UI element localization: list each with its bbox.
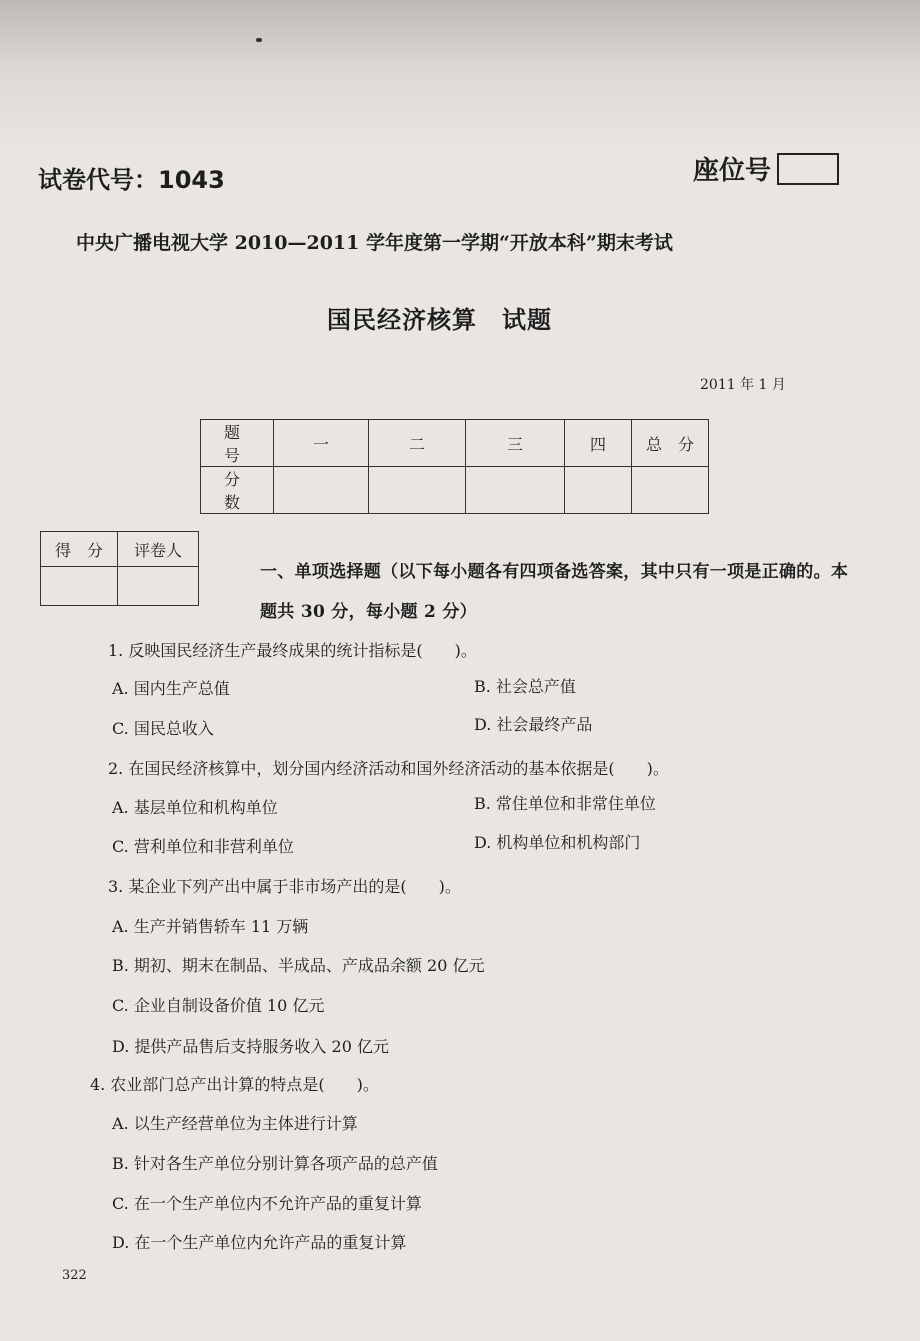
question-option: D. 社会最终产品 [474,715,593,734]
question-option: A. 国内生产总值 [112,679,230,698]
grader-score-cell[interactable] [41,567,118,606]
question-option: C. 国民总收入 [112,719,214,738]
score-table [200,419,709,514]
question-option: B. 期初、期末在制品、半成品、产成品余额 20 亿元 [112,956,485,975]
grader-name-cell[interactable] [118,567,199,606]
score-table-cell: 分 数 [201,467,274,514]
exam-code: 试卷代号：1043 [38,166,225,194]
question-stem: 3. 某企业下列产出中属于非市场产出的是( )。 [108,877,461,896]
question-option: A. 基层单位和机构单位 [112,798,278,817]
question-stem: 4. 农业部门总产出计算的特点是( )。 [90,1075,379,1094]
question-option: D. 机构单位和机构部门 [474,833,641,852]
score-cell-1[interactable] [274,467,369,514]
score-table-cell: 二 [369,420,466,467]
seat-number-box [777,153,839,185]
question-option: C. 企业自制设备价值 10 亿元 [112,996,325,1015]
grader-score-label: 得 分 [41,532,118,567]
score-cell-2[interactable] [369,467,466,514]
question-stem: 2. 在国民经济核算中，划分国内经济活动和国外经济活动的基本依据是( )。 [108,759,669,778]
question-option: A. 生产并销售轿车 11 万辆 [112,917,309,936]
exam-title: 国民经济核算 试题 [327,305,552,334]
score-table-header-row [201,420,709,467]
score-table-cell: 四 [565,420,632,467]
score-table-cell: 一 [274,420,369,467]
question-option: B. 针对各生产单位分别计算各项产品的总产值 [112,1154,438,1173]
question-option: C. 在一个生产单位内不允许产品的重复计算 [112,1194,422,1213]
grader-table-entry-row [41,567,199,606]
seat-number [693,150,839,187]
page-number: 322 [62,1268,87,1283]
scan-mark [256,38,262,42]
grader-table-header-row [41,532,199,567]
question-option: B. 常住单位和非常住单位 [474,794,656,813]
seat-label: 座位号 [693,156,772,186]
score-table-cell: 总 分 [632,420,709,467]
score-cell-3[interactable] [466,467,565,514]
grader-name-label: 评卷人 [118,532,199,567]
section-heading: 一、单项选择题（以下每小题各有四项备选答案，其中只有一项是正确的。本题共 30 分，每小题 2 分） [260,562,849,622]
exam-school-line: 中央广播电视大学 2010—2011 学年度第一学期“开放本科”期末考试 [76,232,673,254]
question-stem: 1. 反映国民经济生产最终成果的统计指标是( )。 [108,641,477,660]
question-option: B. 社会总产值 [474,677,576,696]
score-table-score-row [201,467,709,514]
exam-date: 2011 年 1 月 [700,377,786,393]
question-option: C. 营利单位和非营利单位 [112,837,294,856]
score-table-cell: 题 号 [201,420,274,467]
score-table-cell: 三 [466,420,565,467]
grader-table [40,531,199,606]
question-option: D. 在一个生产单位内允许产品的重复计算 [112,1233,407,1252]
question-option: A. 以生产经营单位为主体进行计算 [112,1114,358,1133]
score-cell-4[interactable] [565,467,632,514]
question-option: D. 提供产品售后支持服务收入 20 亿元 [112,1037,389,1056]
score-cell-total[interactable] [632,467,709,514]
